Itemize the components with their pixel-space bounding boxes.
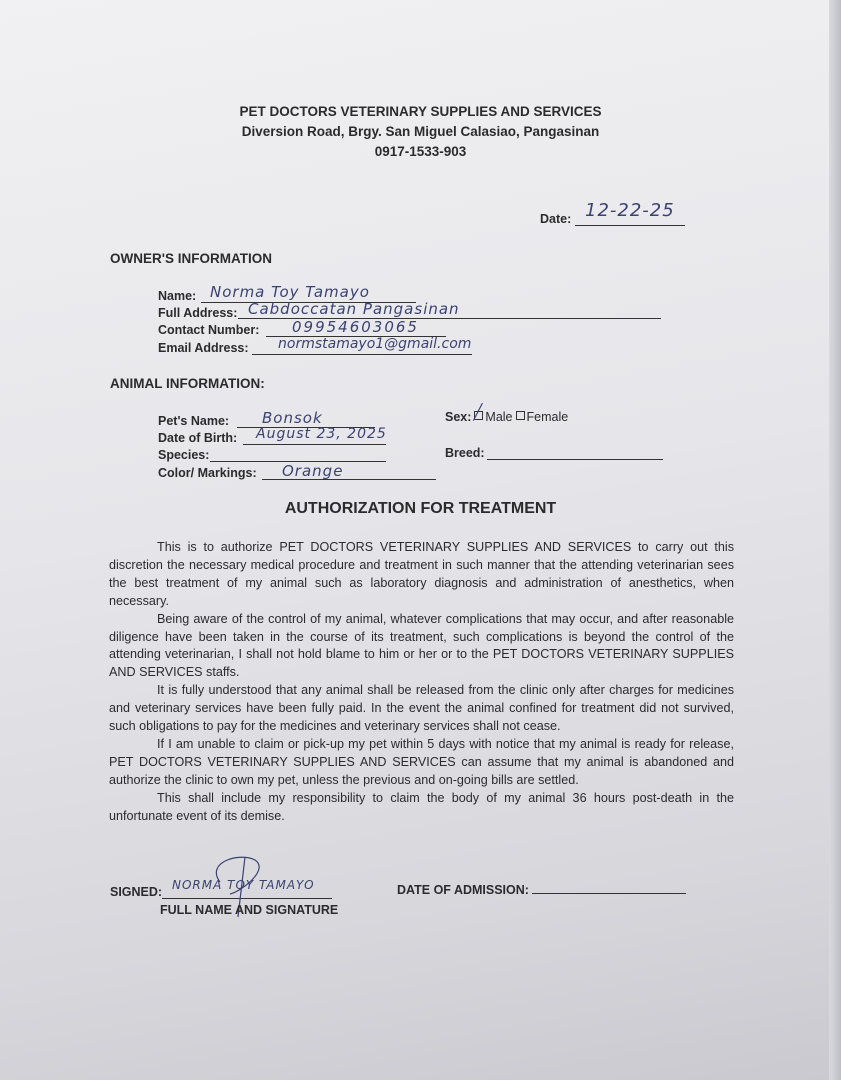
date-line: [575, 225, 685, 226]
male-checkbox[interactable]: [473, 404, 483, 421]
checkmark-icon: ╱: [473, 404, 483, 421]
signature-value[interactable]: NORMA TOY TAMAYO: [172, 878, 315, 892]
paragraph: It is fully understood that any animal shall be released from the clinic only after charges for medicines and veterinary services have been fully paid. In the event the animal confined for treatment did not survived, such obligations to pay for the medicines and veterinary services shall not cease.: [109, 683, 734, 734]
sex-label: Sex:: [445, 410, 472, 424]
clinic-name: PET DOCTORS VETERINARY SUPPLIES AND SERVICES: [239, 104, 602, 119]
signature-caption: FULL NAME AND SIGNATURE: [160, 903, 339, 917]
breed-line: [487, 459, 663, 460]
admission-label: DATE OF ADMISSION:: [397, 883, 529, 897]
email-line: [252, 354, 472, 355]
contact-value[interactable]: 09954603065: [292, 318, 419, 336]
species-label: Species:: [158, 448, 210, 462]
color-label: Color/ Markings:: [158, 466, 257, 480]
sex-field: [445, 404, 569, 424]
paper-edge: [829, 0, 841, 1080]
address-value[interactable]: Cabdoccatan Pangasinan: [248, 300, 460, 318]
name-value[interactable]: Norma Toy Tamayo: [210, 283, 370, 301]
name-label: Name:: [158, 289, 197, 303]
dob-line: [243, 444, 386, 445]
clinic-phone: 0917-1533-903: [374, 144, 467, 159]
paragraph: If I am unable to claim or pick-up my pet within 5 days with notice that my animal is ready for release, PET DOCTORS VETERINARY SUPPLIES AND SERVICES can assume that my animal is abandoned and authorize the clinic to own my pet, unless the previous and on-going bills are settled.: [109, 736, 734, 787]
address-label: Full Address:: [158, 306, 238, 320]
paragraph: This is to authorize PET DOCTORS VETERINARY SUPPLIES AND SERVICES to carry out this discretion the necessary medical procedure and treatment in such manner that the attending veterinarian sees the best treatment of my animal such as laboratory diagnosis and administration of anesthetics, when necessary.: [109, 540, 734, 608]
female-option: Female: [526, 410, 569, 424]
paragraph: This shall include my responsibility to claim the body of my animal 36 hours post-death in the unfortunate event of its demise.: [109, 790, 734, 823]
authorization-body: [109, 539, 734, 826]
male-option: Male: [485, 410, 513, 424]
pet-name-value[interactable]: Bonsok: [262, 409, 323, 427]
authorization-title: AUTHORIZATION FOR TREATMENT: [284, 500, 557, 517]
color-value[interactable]: Orange: [282, 462, 344, 480]
clinic-address: Diversion Road, Brgy. San Miguel Calasiao, Pangasinan: [241, 124, 600, 139]
email-label: Email Address:: [158, 341, 249, 355]
signed-label: SIGNED:: [110, 885, 163, 899]
breed-label: Breed:: [445, 446, 485, 460]
dob-value[interactable]: August 23, 2025: [256, 426, 387, 442]
paragraph: Being aware of the control of my animal, whatever complications that may occur, and after reasonable diligence have been taken in the course of its treatment, such complications is beyond the control of the attending veterinarian, I shall not hold blame to him or her or to the PET DOCTORS VETERINARY SUPPLIES AND SERVICES staffs.: [109, 611, 734, 680]
pet-name-label: Pet's Name:: [158, 414, 230, 428]
email-value[interactable]: normstamayo1@gmail.com: [278, 336, 472, 352]
dob-label: Date of Birth:: [158, 431, 238, 445]
female-checkbox[interactable]: [516, 411, 525, 420]
contact-label: Contact Number:: [158, 323, 260, 337]
owner-heading: OWNER'S INFORMATION: [110, 251, 272, 266]
animal-heading: ANIMAL INFORMATION:: [110, 376, 265, 391]
date-value[interactable]: 12-22-25: [585, 200, 675, 221]
date-label: Date:: [540, 212, 572, 226]
admission-line[interactable]: [532, 893, 686, 894]
